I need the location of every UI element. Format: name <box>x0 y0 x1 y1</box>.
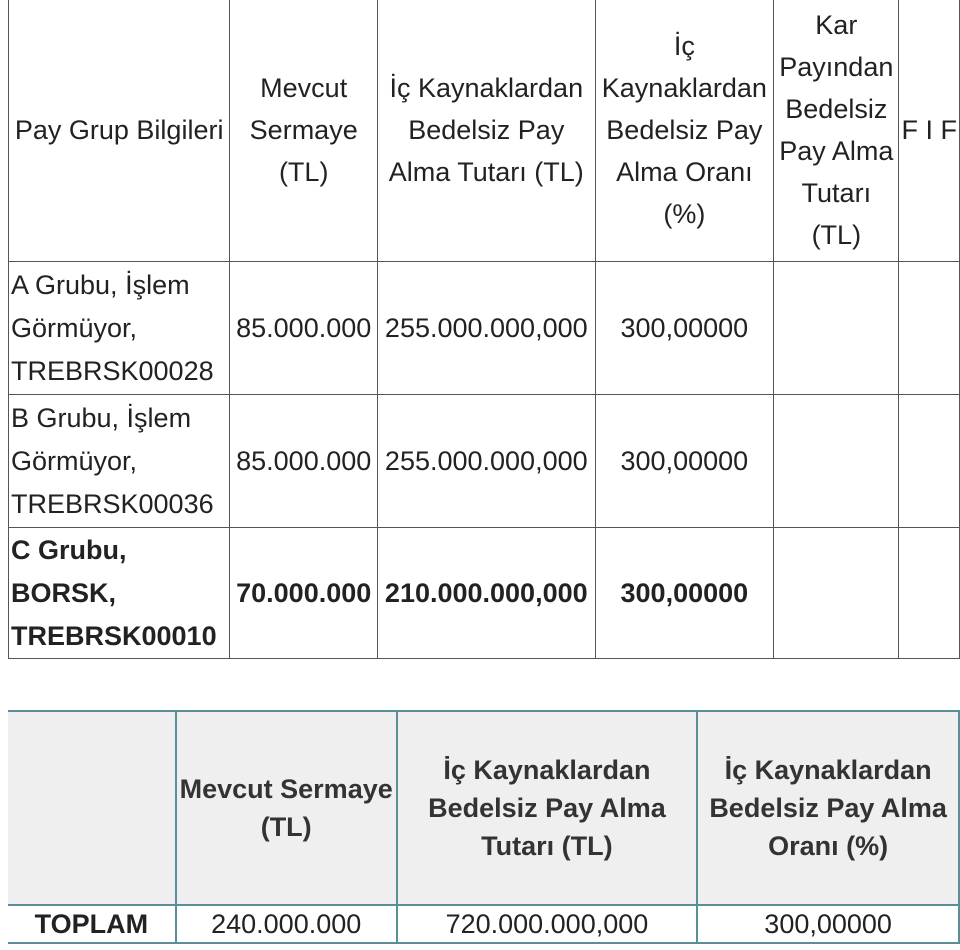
capital-cell: 70.000.000 <box>230 528 378 659</box>
capital-cell: 85.000.000 <box>230 395 378 528</box>
group-cell: B Grubu, İşlem Görmüyor, TREBRSK00036 <box>9 395 230 528</box>
dividend-bonus-cell <box>774 262 899 395</box>
cut-off-cell <box>899 262 960 395</box>
total-bonus-rate: 300,00000 <box>697 905 959 943</box>
share-groups-table <box>8 0 960 659</box>
header-dividend-bonus-amount: Kar Payından Bedelsiz Pay Alma Tutarı (TL) <box>774 0 899 262</box>
bonus-rate-cell: 300,00000 <box>595 528 774 659</box>
group-cell: A Grubu, İşlem Görmüyor, TREBRSK00028 <box>9 262 230 395</box>
group-cell: C Grubu, BORSK, TREBRSK00010 <box>9 528 230 659</box>
bonus-amount-cell: 255.000.000,000 <box>378 262 595 395</box>
summary-table <box>8 710 960 944</box>
summary-header-row <box>8 711 959 905</box>
capital-cell: 85.000.000 <box>230 262 378 395</box>
header-group-info: Pay Grup Bilgileri <box>9 0 230 262</box>
dividend-bonus-cell <box>774 395 899 528</box>
summary-total-row <box>8 905 959 943</box>
table-header-row <box>9 0 960 262</box>
dividend-bonus-cell <box>774 528 899 659</box>
summary-header-empty <box>8 711 176 905</box>
bonus-rate-cell: 300,00000 <box>595 262 774 395</box>
total-bonus-amount: 720.000.000,000 <box>397 905 698 943</box>
bonus-rate-cell: 300,00000 <box>595 395 774 528</box>
summary-header-current-capital: Mevcut Sermaye (TL) <box>176 711 397 905</box>
table-row <box>9 262 960 395</box>
total-label: TOPLAM <box>8 905 176 943</box>
total-capital: 240.000.000 <box>176 905 397 943</box>
cut-off-cell <box>899 528 960 659</box>
cut-off-cell <box>899 395 960 528</box>
table-row <box>9 528 960 659</box>
table-row <box>9 395 960 528</box>
header-bonus-rate: İç Kaynaklardan Bedelsiz Pay Alma Oranı (%) <box>595 0 774 262</box>
summary-header-bonus-amount: İç Kaynaklardan Bedelsiz Pay Alma Tutarı (TL) <box>397 711 698 905</box>
bonus-amount-cell: 255.000.000,000 <box>378 395 595 528</box>
summary-header-bonus-rate: İç Kaynaklardan Bedelsiz Pay Alma Oranı (%) <box>697 711 959 905</box>
header-current-capital: Mevcut Sermaye (TL) <box>230 0 378 262</box>
header-bonus-amount: İç Kaynaklardan Bedelsiz Pay Alma Tutarı (TL) <box>378 0 595 262</box>
bonus-amount-cell: 210.000.000,000 <box>378 528 595 659</box>
header-cut-off-column: F I F <box>899 0 960 262</box>
